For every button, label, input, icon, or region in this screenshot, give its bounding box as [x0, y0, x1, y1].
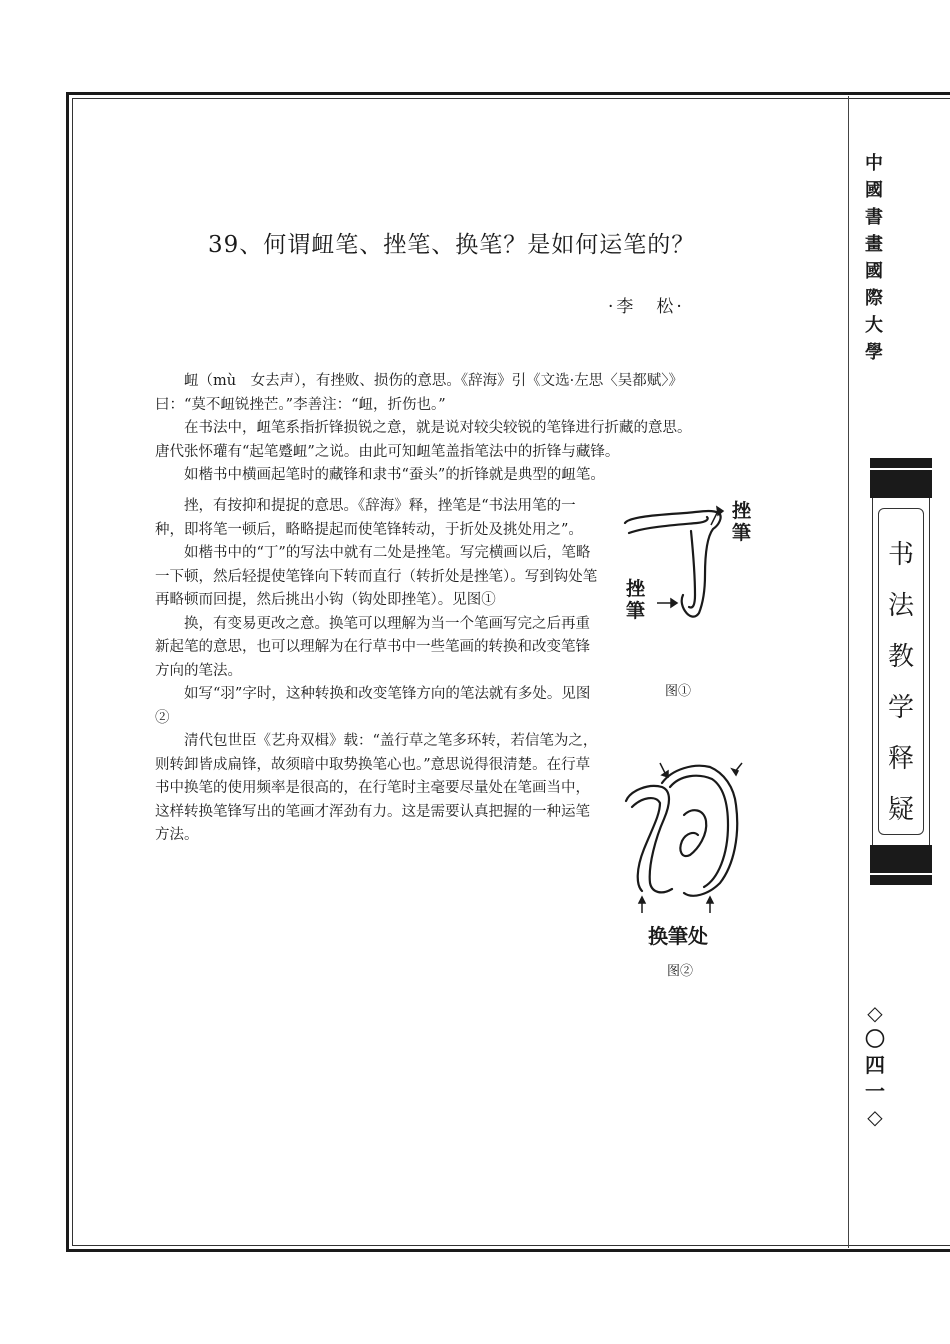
series-title: 中國書畫國際大學	[865, 153, 883, 363]
paragraph: 唐代张怀瓘有“起笔蹙衄”之说。由此可知衄笔盖指笔法中的折锋与藏锋。	[155, 443, 620, 460]
paragraph: 换，有变易更改之意。换笔可以理解为当一个笔画写完之后再重新起笔的意思，也可以理解为在行草书中一些笔画的转换和改变笔锋方向的笔法。	[155, 615, 590, 679]
paragraph: 清代包世臣《艺舟双楫》载：“盖行草之笔多环转，若信笔为之，则转卸皆成扁锋，故须暗中取势换笔心也。”意思说得很清楚。在行草书中换笔的使用频率是很高的，在行笔时主毫要尽量处在笔画当中，这样转换笔锋写出的笔画才浑劲有力。这是需要认真把握的一种运笔方法。	[155, 733, 598, 843]
paragraph: 如楷书中的“丁”的写法中就有二处是挫笔。写完横画以后，笔略一下顿，然后轻提使笔锋向下转而直行（转折处是挫笔）。写到钩处笔再略顿而回提，然后挑出小钩（钩处即挫笔）。见图①	[155, 545, 598, 608]
figure-1-label-left: 挫筆	[626, 578, 646, 622]
paragraph: 挫，有按抑和提捉的意思。《辞海》释，挫笔是“书法用笔的一种，即将笔一顿后，略略提起而使笔锋转动，于折处及挑处用之”。	[155, 498, 583, 538]
sidebar-divider	[848, 96, 849, 1248]
article-author: ·李 松·	[608, 297, 685, 317]
sidebar-band-bottom	[870, 845, 932, 885]
article-title: 39、何谓衄笔、挫笔、换笔？是如何运笔的？	[208, 232, 696, 258]
figure-2-label: 换筆处	[648, 924, 708, 948]
figure-1-caption: 图①	[665, 684, 692, 699]
page-number: ◇〇四一◇	[865, 1001, 885, 1129]
article-body-narrow	[155, 495, 600, 848]
article-body-full	[155, 370, 767, 488]
paragraph: 衄（mù 女去声），有挫败、损伤的意思。《辞海》引《文选·左思〈吴都赋〉》	[184, 373, 683, 389]
book-title: 书法教学释疑	[887, 540, 914, 825]
figure-2-caption: 图②	[667, 964, 694, 979]
paragraph: 曰：“莫不衄锐挫芒。”李善注：“衄，折伤也。”	[155, 396, 446, 413]
paragraph: 如写“羽”字时，这种转换和改变笔锋方向的笔法就有多处。见图②	[155, 686, 591, 726]
paragraph: 在书法中，衄笔系指折锋损锐之意，就是说对较尖较锐的笔锋进行折藏的意思。	[184, 420, 692, 436]
figure-2-yu-glyph	[612, 745, 762, 915]
figure-1-label-top: 挫筆	[732, 500, 752, 544]
paragraph: 如楷书中横画起笔时的藏锋和隶书“蚕头”的折锋就是典型的衄笔。	[184, 467, 605, 483]
sidebar-band-top	[870, 458, 932, 498]
